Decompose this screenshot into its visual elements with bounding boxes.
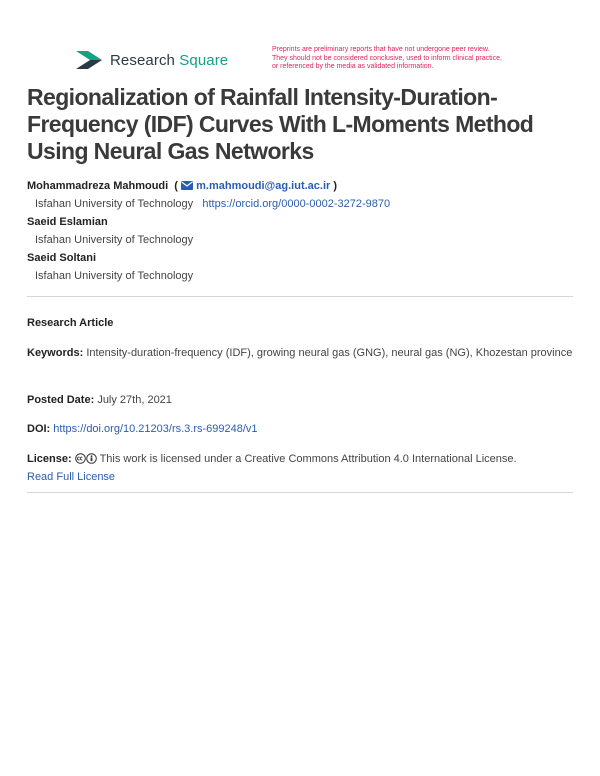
article-type-label: Research Article [27, 317, 114, 329]
paper-title [27, 84, 577, 165]
doi-label: DOI: [27, 423, 51, 435]
posted-date-value: July 27th, 2021 [97, 394, 172, 406]
read-full-license-link[interactable]: Read Full License [27, 471, 116, 483]
notice-line-2: They should not be considered conclusive, used to inform clinical practice, [272, 54, 502, 62]
creative-commons-icon [75, 453, 86, 464]
email-open-paren: ( [171, 180, 178, 192]
author-2-affiliation: Isfahan University of Technology [35, 234, 194, 246]
divider-top [27, 296, 573, 297]
logo-text-research: Research [110, 51, 175, 69]
logo-text-square: Square [179, 51, 229, 69]
author-2-name: Saeid Eslamian [27, 216, 108, 228]
divider-bottom [27, 492, 573, 493]
keywords-label: Keywords: [27, 347, 84, 359]
title-line-1: Regionalization of Rainfall Intensity-Duration- [27, 84, 498, 110]
author-1 [27, 177, 573, 195]
posted-date-label: Posted Date: [27, 394, 95, 406]
author-3-name: Saeid Soltani [27, 252, 97, 264]
posted-date-row [27, 391, 573, 409]
title-line-2: Frequency (IDF) Curves With L-Moments Method [27, 111, 534, 137]
author-email-link[interactable]: m.mahmoudi@ag.iut.ac.ir [196, 180, 331, 192]
author-3-affiliation: Isfahan University of Technology [35, 270, 194, 282]
license-row [27, 450, 573, 486]
keywords-value: Intensity-duration-frequency (IDF), growing neural gas (GNG), neural gas (NG), Khozestan province [86, 347, 573, 359]
author-affiliation: Isfahan University of Technology [35, 198, 194, 210]
title-line-3: Using Neural Gas Networks [27, 138, 314, 164]
doi-row [27, 420, 573, 438]
license-label: License: [27, 453, 72, 465]
author-1-affiliation-row [27, 195, 573, 213]
author-list [27, 177, 573, 285]
notice-line-1: Preprints are preliminary reports that have not undergone peer review. [272, 46, 490, 53]
research-square-logo-icon [74, 49, 104, 71]
author-name: Mohammadreza Mahmoudi [27, 180, 169, 192]
envelope-icon [181, 181, 193, 190]
research-square-logo[interactable] [74, 49, 228, 71]
attribution-icon [86, 453, 97, 464]
notice-line-3: or referenced by the media as validated information. [272, 63, 434, 70]
orcid-link[interactable]: https://orcid.org/0000-0002-3272-9870 [202, 198, 391, 210]
logo-text [110, 52, 228, 69]
email-close-paren: ) [330, 180, 338, 192]
license-text: This work is licensed under a Creative Commons Attribution 4.0 International License. [99, 453, 517, 465]
keywords-row [27, 344, 573, 362]
article-type [27, 314, 573, 332]
preprint-notice [272, 46, 562, 72]
doi-link[interactable]: https://doi.org/10.21203/rs.3.rs-699248/v1 [53, 423, 258, 435]
